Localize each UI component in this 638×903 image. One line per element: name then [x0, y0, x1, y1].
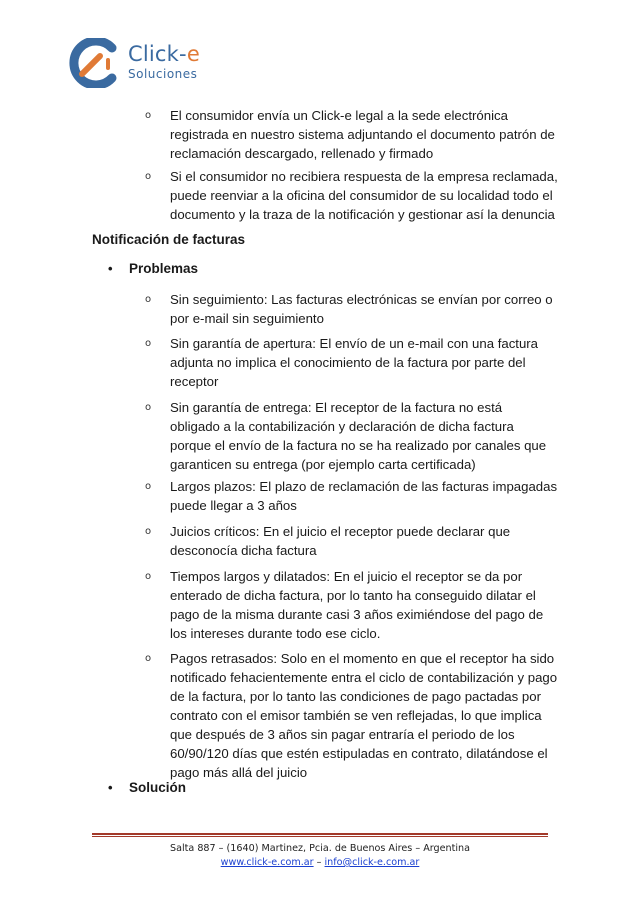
circle-bullet-icon: o [145, 526, 152, 537]
company-logo [68, 38, 218, 88]
page-footer [92, 842, 548, 870]
intro-item-text: Si el consumidor no recibiera respuesta de la empresa reclamada, puede reenviar a la oficina del consumidor de su localidad todo el documento y la traza de la notificación y gestionar así la denuncia [170, 169, 558, 222]
circle-bullet-icon: o [145, 338, 152, 349]
disc-bullet-icon: • [108, 780, 113, 795]
problem-item-text: Sin seguimiento: Las facturas electrónicas se envían por correo o por e-mail sin seguimiento [170, 292, 553, 326]
section-heading: Notificación de facturas [92, 232, 246, 247]
problem-item-text: Pagos retrasados: Solo en el momento en que el receptor ha sido notificado fehacientemente entra el ciclo de contabilización y pago de la factura, por lo tanto las condiciones de pago pactadas por contrato con el emisor también se ven reflejadas, lo que implica que después de 3 años sin pagar entraría el periodo de los 60/90/120 días que estén estipuladas en contrato, dilatándose el pago más allá del juicio [170, 651, 558, 780]
disc-bullet-icon: • [108, 261, 113, 276]
problem-item-text: Sin garantía de apertura: El envío de un e-mail con una factura adjunta no implica el conocimiento de la factura por parte del receptor [170, 336, 539, 389]
click-e-logo-icon [68, 38, 122, 88]
website-link[interactable]: www.click-e.com.ar [220, 857, 314, 868]
circle-bullet-icon: o [145, 171, 152, 182]
problem-item-text: Juicios críticos: En el juicio el receptor puede declarar que desconocía dicha factura [170, 524, 511, 558]
problem-item-text: Largos plazos: El plazo de reclamación de las facturas impagadas puede llegar a 3 años [170, 479, 558, 513]
problem-item-text: Sin garantía de entrega: El receptor de la factura no está obligado a la contabilización y declaración de dicha factura porque el envío de la factura no se ha realizado por canales que garanticen su entrega (por ejemplo carta certificada) [170, 400, 547, 472]
circle-bullet-icon: o [145, 110, 152, 121]
email-link[interactable]: info@click-e.com.ar [324, 857, 420, 868]
circle-bullet-icon: o [145, 294, 152, 305]
circle-bullet-icon: o [145, 402, 152, 413]
bullet-label: Solución [129, 780, 186, 795]
footer-separator: – [316, 857, 322, 868]
logo-brand-name: Click-e [128, 42, 200, 66]
footer-contact [92, 856, 548, 870]
intro-item-text: El consumidor envía un Click-e legal a la sede electrónica registrada en nuestro sistema adjuntando el documento patrón de reclamación descargado, rellenado y firmado [170, 108, 555, 161]
circle-bullet-icon: o [145, 653, 152, 664]
bullet-label: Problemas [129, 261, 199, 276]
footer-divider-thin [92, 836, 548, 837]
logo-brand-subtitle: Soluciones [128, 67, 198, 81]
footer-divider [92, 833, 548, 835]
circle-bullet-icon: o [145, 571, 152, 582]
circle-bullet-icon: o [145, 481, 152, 492]
footer-address: Salta 887 – (1640) Martinez, Pcia. de Buenos Aires – Argentina [170, 843, 470, 854]
problem-item-text: Tiempos largos y dilatados: En el juicio el receptor se da por enterado de dicha factura, por lo tanto ha conseguido dilatar el pago de la misma durante casi 3 años eximiéndose del pago de los intereses durante todo ese ciclo. [170, 569, 544, 641]
